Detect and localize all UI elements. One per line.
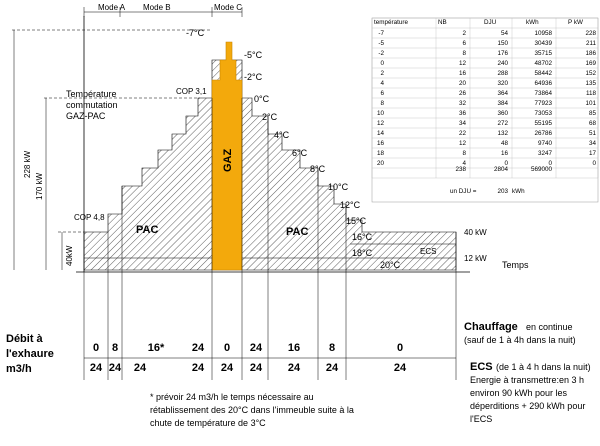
table-cell: 186 xyxy=(585,50,596,57)
right-40kw-label: 40 kW xyxy=(464,228,487,237)
temp-label: 6°C xyxy=(292,148,308,158)
table-header-cell: température xyxy=(374,19,408,26)
mode-c-label: Mode C xyxy=(214,3,243,12)
footnote-line: * prévoir 24 m3/h le temps nécessaire au xyxy=(150,392,314,402)
table-cell: 364 xyxy=(497,90,508,97)
table-cell: 34 xyxy=(458,120,466,127)
table-cell: 68 xyxy=(588,120,596,127)
table-cell: -5 xyxy=(378,40,384,47)
flow-bottom-value: 24 xyxy=(133,362,147,374)
table-cell: 272 xyxy=(497,120,508,127)
table-cell: 58442 xyxy=(534,70,552,77)
temp-label: -5°C xyxy=(244,50,263,60)
table-cell: 211 xyxy=(585,40,596,47)
flow-top-value: 0 xyxy=(92,342,100,354)
chauffage-sub: (sauf de 1 à 4h dans la nuit) xyxy=(464,335,576,345)
flow-top-value: 0 xyxy=(396,342,404,354)
table-cell: 135 xyxy=(585,80,596,87)
temp-label: 2°C xyxy=(262,112,278,122)
time-axis-label: Temps xyxy=(502,260,529,270)
cop31-label: COP 3,1 xyxy=(176,87,207,96)
table-cell: 20 xyxy=(376,160,384,167)
table-cell: 8 xyxy=(462,50,466,57)
table-cell: 36 xyxy=(458,110,466,117)
cop48-label: COP 4,8 xyxy=(74,213,105,222)
temp-label: 12°C xyxy=(340,200,361,210)
axis-170kw: 170 kW xyxy=(35,172,44,200)
flow-top-value: 0 xyxy=(223,342,231,354)
table-cell: 10 xyxy=(376,110,384,117)
table-cell: 320 xyxy=(497,80,508,87)
table-cell: 30439 xyxy=(534,40,552,47)
table-cell: 2 xyxy=(462,30,466,37)
table-cell: 16 xyxy=(458,70,466,77)
table-total-cell: 569000 xyxy=(530,166,552,173)
table-cell: 64936 xyxy=(534,80,552,87)
table-cell: 0 xyxy=(380,60,384,67)
temp-label: 0°C xyxy=(254,94,270,104)
ecs-line: Energie à transmettre:en 3 h xyxy=(470,375,585,385)
ecs-line: environ 90 kWh pour les xyxy=(470,388,568,398)
table-cell: 132 xyxy=(497,130,508,137)
table-cell: -2 xyxy=(378,50,384,57)
axis-40kw: 40kW xyxy=(65,245,74,266)
table-cell: 32 xyxy=(458,100,466,107)
table-cell: 18 xyxy=(376,150,384,157)
table-cell: 6 xyxy=(380,90,384,97)
table-cell: 2 xyxy=(380,70,384,77)
temp-label: 18°C xyxy=(352,248,373,258)
flow-bottom-value: 24 xyxy=(89,362,103,374)
table-cell: 85 xyxy=(588,110,596,117)
table-cell: 22 xyxy=(458,130,466,137)
table-cell: 26 xyxy=(458,90,466,97)
mode-b-label: Mode B xyxy=(143,3,171,12)
temp-top-label: -7°C xyxy=(186,28,205,38)
table-cell: 35715 xyxy=(534,50,552,57)
temp-label: 8°C xyxy=(310,164,326,174)
table-cell: 16 xyxy=(500,150,508,157)
table-cell: 48702 xyxy=(534,60,552,67)
flow-bottom-value: 24 xyxy=(325,362,339,374)
table-cell: 17 xyxy=(588,150,596,157)
table-cell: 384 xyxy=(497,100,508,107)
table-cell: 73053 xyxy=(534,110,552,117)
table-cell: 51 xyxy=(588,130,596,137)
switch-temp-line-2: commutation xyxy=(66,100,118,110)
table-cell: 360 xyxy=(497,110,508,117)
table-cell: 34 xyxy=(588,140,596,147)
table-cell: 118 xyxy=(585,90,596,97)
table-cell: 12 xyxy=(458,140,466,147)
table-cell: 12 xyxy=(376,120,384,127)
table-cell: 0 xyxy=(592,160,596,167)
ecs-rest: (de 1 à 4 h dans la nuit) xyxy=(496,362,591,372)
table-cell: 0 xyxy=(504,160,508,167)
table-cell: 6 xyxy=(462,40,466,47)
table-cell: 26786 xyxy=(534,130,552,137)
ecs-title: ECS xyxy=(470,361,493,373)
ecs-chart-label: ECS xyxy=(420,247,437,256)
axis-228kw: 228 kW xyxy=(23,150,32,178)
table-cell: 228 xyxy=(585,30,596,37)
table-header-cell: kWh xyxy=(526,19,539,26)
table-cell: 9740 xyxy=(537,140,552,147)
chauffage-rest: en continue xyxy=(526,322,573,332)
table-cell: 176 xyxy=(497,50,508,57)
table-cell: 77923 xyxy=(534,100,552,107)
table-cell: 0 xyxy=(548,160,552,167)
table-cell: 48 xyxy=(500,140,508,147)
table-cell: 12 xyxy=(458,60,466,67)
flow-bottom-value: 24 xyxy=(220,362,234,374)
temp-label: 4°C xyxy=(274,130,290,140)
table-cell: 20 xyxy=(458,80,466,87)
temp-label: 16°C xyxy=(352,232,373,242)
flow-top-value: 16 xyxy=(287,342,301,354)
table-header-cell: DJU xyxy=(484,19,497,26)
table-cell: 3247 xyxy=(537,150,552,157)
flow-bottom-value: 24 xyxy=(191,362,205,374)
table-cell: 288 xyxy=(497,70,508,77)
flow-top-row xyxy=(93,342,403,354)
flow-top-value: 24 xyxy=(191,342,205,354)
mode-a-label: Mode A xyxy=(98,3,126,12)
table-cell: 55195 xyxy=(534,120,552,127)
dju-value: 203 xyxy=(497,188,508,195)
pac-left-label: PAC xyxy=(136,224,159,236)
ecs-line: l'ECS xyxy=(470,414,493,424)
table-cell: 4 xyxy=(462,160,466,167)
switch-temp-line-3: GAZ-PAC xyxy=(66,111,106,121)
table-cell: 14 xyxy=(376,130,384,137)
footnote-line: rétablissement des 20°C dans l'immeuble suite à la xyxy=(150,405,354,415)
flow-bottom-row xyxy=(90,362,407,374)
flow-bottom-value: 24 xyxy=(287,362,301,374)
table-total-cell: 2804 xyxy=(493,166,508,173)
flow-top-value: 8 xyxy=(328,342,336,354)
flow-top-value: 8 xyxy=(111,342,119,354)
table-header-cell: P kW xyxy=(568,19,583,26)
dju-label: un DJU = xyxy=(450,188,477,195)
table-cell: 4 xyxy=(380,80,384,87)
flow-top-value: 24 xyxy=(249,342,263,354)
temp-label: -2°C xyxy=(244,72,263,82)
flow-bottom-value: 24 xyxy=(393,362,407,374)
flow-title-line-2: l'exhaure xyxy=(6,348,54,360)
table-cell: 169 xyxy=(585,60,596,67)
flow-bottom-value: 24 xyxy=(249,362,263,374)
pac-right-label: PAC xyxy=(286,226,309,238)
right-12kw-label: 12 kW xyxy=(464,254,487,263)
gaz-label: GAZ xyxy=(222,148,234,172)
table-header-cell: NB xyxy=(438,19,447,26)
table-cell: 150 xyxy=(497,40,508,47)
temp-label: 20°C xyxy=(380,260,401,270)
table-cell: 73864 xyxy=(534,90,552,97)
flow-top-value: 16* xyxy=(147,342,165,354)
table-cell: 8 xyxy=(462,150,466,157)
switch-temp-line-1: Température xyxy=(66,89,117,99)
table-cell: 10958 xyxy=(534,30,552,37)
temp-label: 15°C xyxy=(346,216,367,226)
table-cell: 16 xyxy=(376,140,384,147)
table-cell: -7 xyxy=(378,30,384,37)
ecs-line: déperditions + 290 kWh pour xyxy=(470,401,586,411)
dju-table xyxy=(372,18,598,202)
temp-label: 10°C xyxy=(328,182,349,192)
table-cell: 101 xyxy=(585,100,596,107)
flow-title-line-3: m3/h xyxy=(6,363,32,375)
table-cell: 8 xyxy=(380,100,384,107)
chauffage-title: Chauffage xyxy=(464,321,518,333)
dju-unit: kWh xyxy=(512,188,525,195)
flow-bottom-value: 24 xyxy=(108,362,122,374)
table-cell: 152 xyxy=(585,70,596,77)
table-cell: 240 xyxy=(497,60,508,67)
flow-title-line-1: Débit à xyxy=(6,333,43,345)
table-cell: 54 xyxy=(500,30,508,37)
footnote-line: chute de température de 3°C xyxy=(150,418,266,428)
table-total-cell: 238 xyxy=(455,166,466,173)
